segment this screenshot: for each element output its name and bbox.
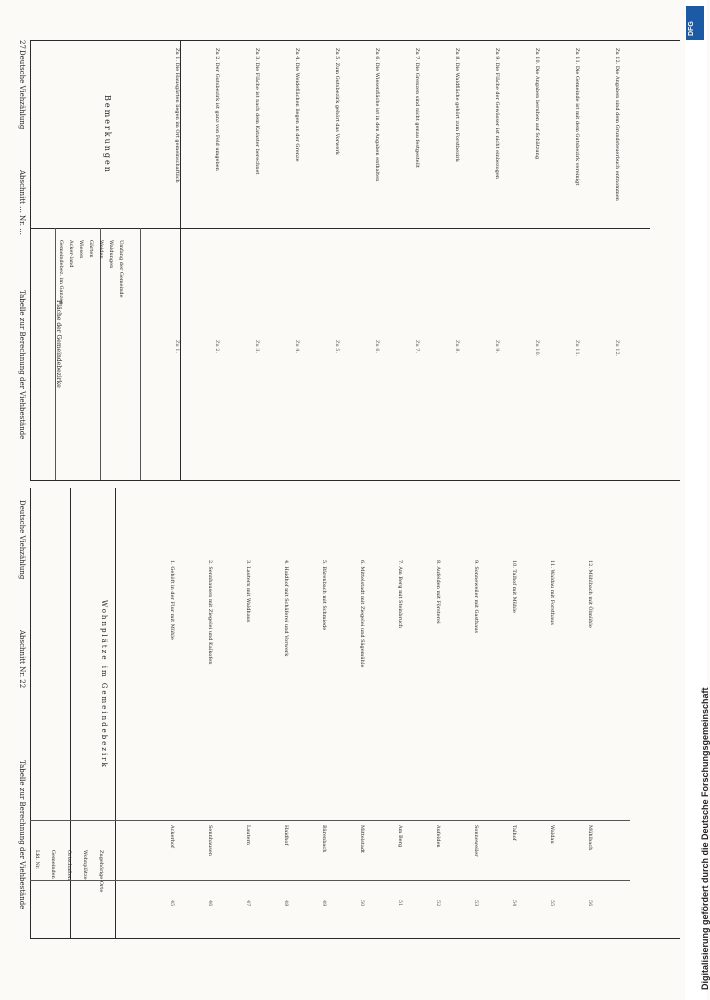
row-number: 48 <box>283 900 289 907</box>
remark-line: Zu 3. Die Fläche ist nach dem Kataster berechnet <box>254 48 260 175</box>
entry-line: 10. Talhof mit Mühle <box>511 560 517 613</box>
row-label: Zu 12. <box>614 340 620 357</box>
remark-line: Zu 12. Die Angaben sind dem Grundsteuerbuch entnommen <box>614 48 620 201</box>
place-name: Bärenbach <box>321 825 327 853</box>
right-header-left: Deutsche Viehzählung <box>18 50 26 130</box>
remark-line: Zu 11. Die Gemeinde ist mit dem Gutsbezirk vereinigt <box>574 48 580 186</box>
left-bottom-line <box>30 938 680 939</box>
row-label: Zu 8. <box>454 340 460 354</box>
remark-line: Zu 8. Die Waldfläche gehört zum Forstbezirk <box>454 48 460 162</box>
remark-line: Zu 4. Die Weideflächen liegen an der Grenze <box>294 48 300 162</box>
row-label: Zu 6. <box>374 340 380 354</box>
left-row-divider <box>30 820 630 821</box>
credit-text: Digitalisierung gefördert durch die Deutsche Forschungsgemeinschaft <box>700 687 710 990</box>
place-name: Talhof <box>511 825 517 841</box>
row-number: 54 <box>511 900 517 907</box>
remark-line: Zu 9. Die Fläche der Gewässer ist nicht einbezogen <box>494 48 500 180</box>
area-column-header: Wiesen <box>78 240 84 259</box>
row-label: Zu 3. <box>254 340 260 354</box>
place-name: Mittelstadt <box>359 825 365 854</box>
right-header-mid: Abschnitt ... Nr. ... <box>18 170 26 235</box>
remark-line: Zu 5. Zum Gutsbezirk gehört das Vorwerk <box>334 48 340 155</box>
place-name: Am Berg <box>397 825 403 848</box>
row-number: 50 <box>359 900 365 907</box>
row-number: 56 <box>587 900 593 907</box>
row-label: Zu 1. <box>174 340 180 354</box>
area-column-header: Gärten <box>88 240 94 258</box>
place-name: Sonneweiler <box>473 825 479 857</box>
row-number: 49 <box>321 900 327 907</box>
left-column-header: Lfd. Nr. <box>34 850 40 870</box>
remark-line: Zu 10. Die Angaben beruhen auf Schätzung <box>534 48 540 160</box>
page-number: 27 <box>18 40 26 49</box>
place-name: Haidhof <box>283 825 289 846</box>
area-column-header: Acker-land <box>68 240 74 268</box>
place-name: Aufelden <box>435 825 441 848</box>
entry-line: 11. Waldau mit Forsthaus <box>549 560 555 625</box>
row-number: 46 <box>207 900 213 907</box>
col-line <box>100 228 101 480</box>
remark-line: Zu 2. Der Gutsbezirk ist ganz von Feld umgeben <box>214 48 220 171</box>
left-page-border <box>30 488 31 938</box>
entry-line: 9. Sonneweiler mit Gasthaus <box>473 560 479 634</box>
area-column-header: Weiden <box>98 240 104 259</box>
place-name: Mühlbach <box>587 825 593 851</box>
row-number: 51 <box>397 900 403 907</box>
place-name: Lautern <box>245 825 251 846</box>
left-col-line <box>115 488 116 938</box>
left-column-header: Ortschaften <box>66 850 72 881</box>
left-header-right: Tabelle zur Berechnung der Viehbestände <box>18 760 26 910</box>
remark-line: Zu 1. Die Hausgärten liegen im Ort gemeinschaftlich <box>174 48 180 183</box>
place-name: Sennhausen <box>207 825 213 856</box>
row-label: Zu 11. <box>574 340 580 357</box>
row-label: Zu 2. <box>214 340 220 354</box>
row-number: 45 <box>169 900 175 907</box>
remarks-heading: Bemerkungen <box>103 95 112 174</box>
top-border-line <box>30 40 680 41</box>
left-header-left: Deutsche Viehzählung <box>18 500 26 580</box>
entry-line: 3. Lautern mit Waldhaus <box>245 560 251 623</box>
row-label: Zu 5. <box>334 340 340 354</box>
row-number: 53 <box>473 900 479 907</box>
place-name: Waldau <box>549 825 555 844</box>
remark-line: Zu 7. Die Grenzen sind nicht genau festgestellt <box>414 48 420 168</box>
col-line <box>140 228 141 480</box>
area-heading: Fläche der Gemeindebezirke <box>55 300 62 388</box>
area-column-header: Umfang der Gemeinde <box>118 240 124 298</box>
remark-line: Zu 6. Die Wiesenfläche ist in den Angaben enthalten <box>374 48 380 182</box>
area-column-header: Gemeindebez. im Ganzen <box>58 240 64 305</box>
place-name: Ackerhof <box>169 825 175 848</box>
row-number: 47 <box>245 900 251 907</box>
row-number: 55 <box>549 900 555 907</box>
entry-line: 7. Am Berg mit Steinbruch <box>397 560 403 629</box>
section-title: Wohnplätze im Gemeindebezirk <box>100 600 108 769</box>
page-divider-line <box>30 480 680 481</box>
entry-line: 1. Gehöft in der Flur mit Mühle <box>169 560 175 640</box>
entry-line: 5. Bärenbach mit Schmiede <box>321 560 327 631</box>
row-label: Zu 10. <box>534 340 540 357</box>
entry-line: 12. Mühlbach mit Ölmühle <box>587 560 593 628</box>
row-number: 52 <box>435 900 441 907</box>
entry-line: 8. Aufelden mit Försterei <box>435 560 441 624</box>
header-divider-line <box>30 228 650 229</box>
left-column-header: Gemeinden <box>50 850 56 879</box>
row-label: Zu 9. <box>494 340 500 354</box>
left-header-mid: Abschnitt Nr. 22 <box>18 630 26 689</box>
dfg-logo: DFG <box>686 6 704 40</box>
left-column-header: Wohnplätze <box>82 850 88 880</box>
left-row-divider <box>30 880 630 881</box>
right-header-right: Tabelle zur Berechnung der Viehbestände <box>18 290 26 440</box>
entry-line: 2. Sennhausen mit Ziegelei und Kalkofen <box>207 560 213 665</box>
entry-line: 4. Haidhof mit Schäferei und Vorwerk <box>283 560 289 657</box>
row-label: Zu 7. <box>414 340 420 354</box>
row-label: Zu 4. <box>294 340 300 354</box>
area-column-header: Waldungen <box>108 240 114 269</box>
left-border-line <box>30 40 31 480</box>
column-line <box>180 40 181 480</box>
entry-line: 6. Mittelstadt mit Ziegelei und Sägemühle <box>359 560 365 668</box>
left-column-header: Zugehörige Orte <box>98 850 104 893</box>
